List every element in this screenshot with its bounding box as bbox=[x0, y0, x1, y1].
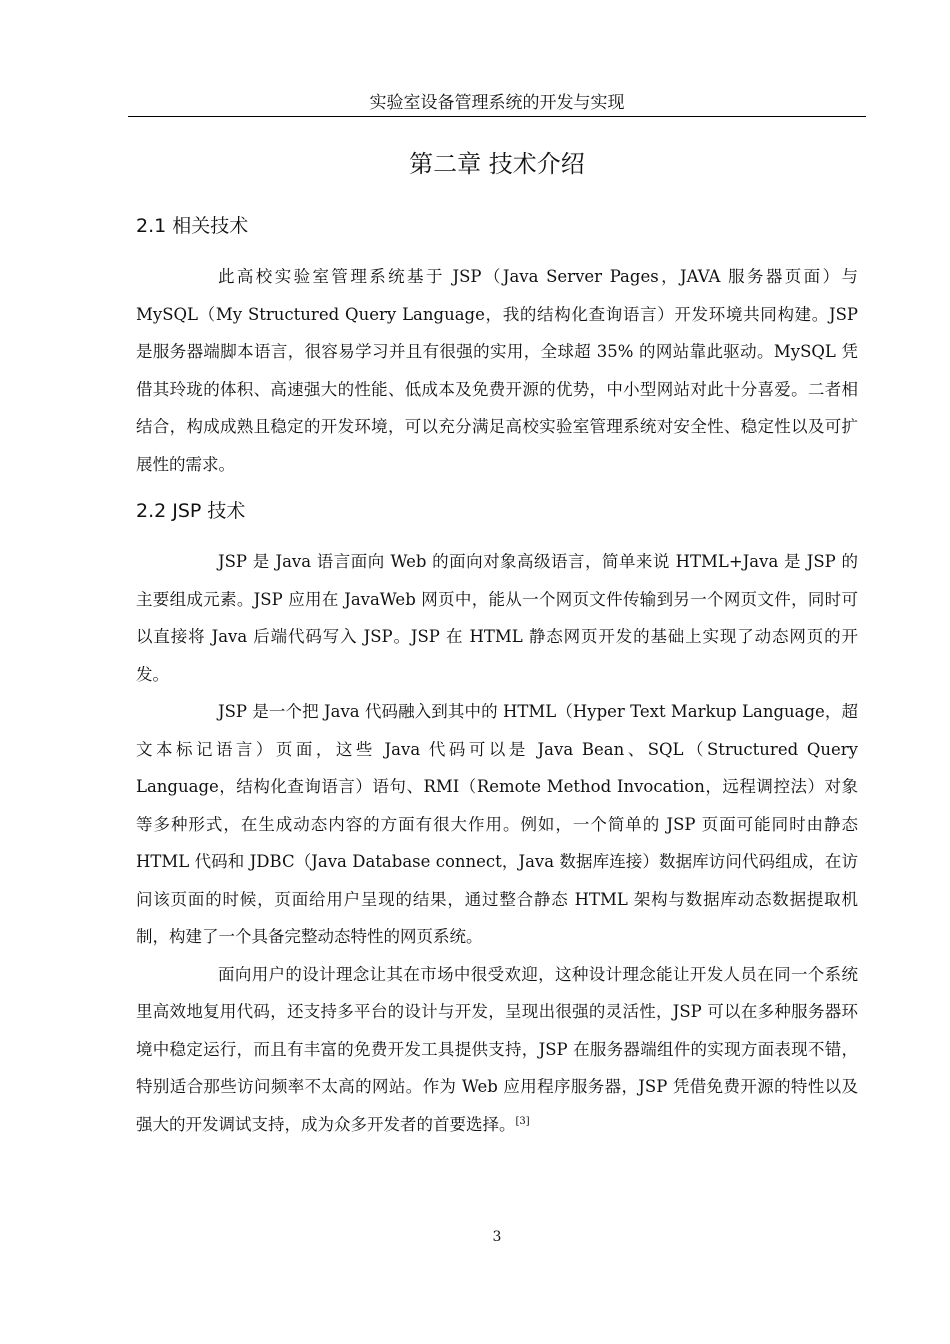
chapter-title: 第二章 技术介绍 bbox=[409, 150, 585, 178]
paragraph-text: 面向用户的设计理念让其在市场中很受欢迎，这种设计理念能让开发人员在同一个系统里高效地复用代码，还支持多平台的设计与开发，呈现出很强的灵活性，JSP 可以在多种服务器环境中稳定运行，而且有丰富的免费开发工具提供支持，JSP 在服务器端组件的实现方面表现不错，特别适合那些访问频率不太高的网站。作为 Web 应用程序服务器，JSP 凭借免费开源的特性以及强大的开发调试支持，成为众多开发者的首要选择。 bbox=[136, 964, 858, 1134]
section-heading-2-1: 2.1 相关技术 bbox=[136, 215, 249, 237]
section-heading-2-2: 2.2 JSP 技术 bbox=[136, 500, 246, 522]
paragraph: JSP 是 Java 语言面向 Web 的面向对象高级语言，简单来说 HTML+Java 是 JSP 的主要组成元素。JSP 应用在 JavaWeb 网页中，能从一个网页文件传输到另一个网页文件，同时可以直接将 Java 后端代码写入 JSP。JSP 在 HTML 静态网页开发的基础上实现了动态网页的开发。 bbox=[136, 552, 858, 684]
running-header: 实验室设备管理系统的开发与实现 bbox=[128, 90, 866, 117]
citation-reference[interactable]: [3] bbox=[515, 1115, 530, 1127]
paragraph: 此高校实验室管理系统基于 JSP（Java Server Pages，JAVA 服务器页面）与 MySQL（My Structured Query Language，我的结构化查询语言）开发环境共同构建。JSP 是服务器端脚本语言，很容易学习并且有很强的实用，全球超 35% 的网站靠此驱动。MySQL 凭借其玲珑的体积、高速强大的性能、低成本及免费开源的优势，中小型网站对此十分喜爱。二者相结合，构成成熟且稳定的开发环境，可以充分满足高校实验室管理系统对安全性、稳定性以及可扩展性的需求。 bbox=[136, 267, 858, 474]
paragraph-with-citation bbox=[136, 956, 858, 1144]
page-number: 3 bbox=[492, 1229, 502, 1245]
section-2-2-body bbox=[136, 543, 858, 1143]
section-2-1-body bbox=[136, 258, 858, 483]
paragraph: JSP 是一个把 Java 代码融入到其中的 HTML（Hyper Text Markup Language，超文本标记语言）页面，这些 Java 代码可以是 Java Bean、SQL（Structured Query Language，结构化查询语言）语句、RMI（Remote Method Invocation，远程调控法）对象等多种形式，在生成动态内容的方面有很大作用。例如，一个简单的 JSP 页面可能同时由静态 HTML 代码和 JDBC（Java Database connect，Java 数据库连接）数据库访问代码组成，在访问该页面的时候，页面给用户呈现的结果，通过整合静态 HTML 架构与数据库动态数据提取机制，构建了一个具备完整动态特性的网页系统。 bbox=[136, 702, 858, 946]
